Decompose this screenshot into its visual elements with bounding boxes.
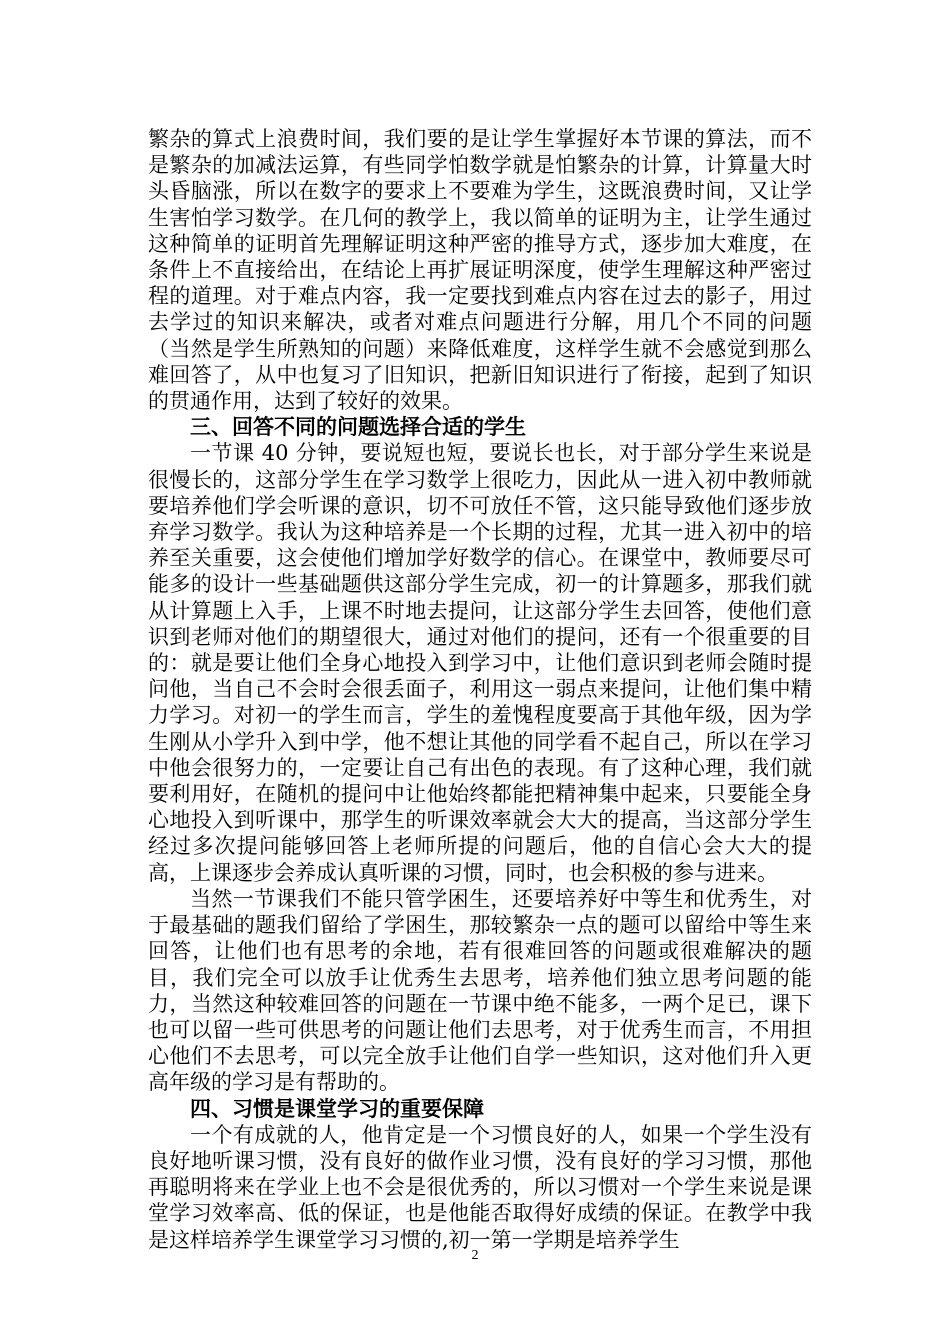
section-heading-4: 四、习惯是课堂学习的重要保障 <box>190 1095 484 1121</box>
paragraph-section-3-a: 一节课 40 分钟，要说短也短，要说长也长，对于部分学生来说是很慢长的，这部分学生在学习数学上很吃力，因此从一进入初中教师就要培养他们学会听课的意识，切不可放任不管，这只能导致他们逐步放弃学习数学。我认为这种培养是一个长期的过程，尤其一进入初中的培养至关重要，这会使他们增加学好数学的信心。在课堂中，教师要尽可能多的设计一些基础题供这部分学生完成，初一的计算题多，那我们就从计算题上入手，上课不时地去提问，让这部分学生去回答，使他们意识到老师对他们的期望很大，通过对他们的提问，还有一个很重要的目的：就是要让他们全身心地投入到学习中，让他们意识到老师会随时提问他，当自己不会时会很丢面子，利用这一弱点来提问，让他们集中精力学习。对初一的学生而言，学生的羞愧程度要高于其他年级，因为学生刚从小学升入到中学，他不想让其他的同学看不起自己，所以在学习中他会很努力的，一定要让自己有出色的表现。有了这种心理，我们就要利用好，在随机的提问中让他始终都能把精神集中起来，只要能全身心地投入到听课中，那学生的听课效率就会大大的提高，当这部分学生经过多次提问能够回答上老师所提的问题后，他的自信心会大大的提高，上课逐步会养成认真听课的习惯，同时，也会积极的参与进来。 <box>148 441 812 885</box>
section-heading-3: 三、回答不同的问题选择合适的学生 <box>190 414 526 440</box>
document-body <box>148 126 812 1253</box>
page-number: 2 <box>471 1248 479 1263</box>
paragraph-section-3-b: 当然一节课我们不能只管学困生，还要培养好中等生和优秀生，对于最基础的题我们留给了学困生，那较繁杂一点的题可以留给中等生来回答，让他们也有思考的余地，若有很难回答的问题或很难解决的题目，我们完全可以放手让优秀生去思考，培养他们独立思考问题的能力，当然这种较难回答的问题在一节课中绝不能多，一两个足已，课下也可以留一些可供思考的问题让他们去思考，对于优秀生而言，不用担心他们不去思考，可以完全放手让他们自学一些知识，这对他们升入更高年级的学习是有帮助的。 <box>148 886 812 1095</box>
paragraph-continued: 繁杂的算式上浪费时间，我们要的是让学生掌握好本节课的算法，而不是繁杂的加减法运算，有些同学怕数学就是怕繁杂的计算，计算量大时头昏脑涨，所以在数字的要求上不要难为学生，这既浪费时间，又让学生害怕学习数学。在几何的教学上，我以简单的证明为主，让学生通过这种简单的证明首先理解证明这种严密的推导方式，逐步加大难度，在条件上不直接给出，在结论上再扩展证明深度，使学生理解这种严密过程的道理。对于难点内容，我一定要找到难点内容在过去的影子，用过去学过的知识来解决，或者对难点问题进行分解，用几个不同的问题（当然是学生所熟知的问题）来降低难度，这样学生就不会感觉到那么难回答了，从中也复习了旧知识，把新旧知识进行了衔接，起到了知识的贯通作用，达到了较好的效果。 <box>148 127 812 414</box>
paragraph-section-4-a: 一个有成就的人，他肯定是一个习惯良好的人，如果一个学生没有良好地听课习惯，没有良好的做作业习惯，没有良好的学习习惯，那他再聪明将来在学业上也不会是很优秀的，所以习惯对一个学生来说是课堂学习效率高、低的保证，也是他能否取得好成绩的保证。在教学中我是这样培养学生课堂学习习惯的,初一第一学期是培养学生 <box>148 1122 812 1252</box>
